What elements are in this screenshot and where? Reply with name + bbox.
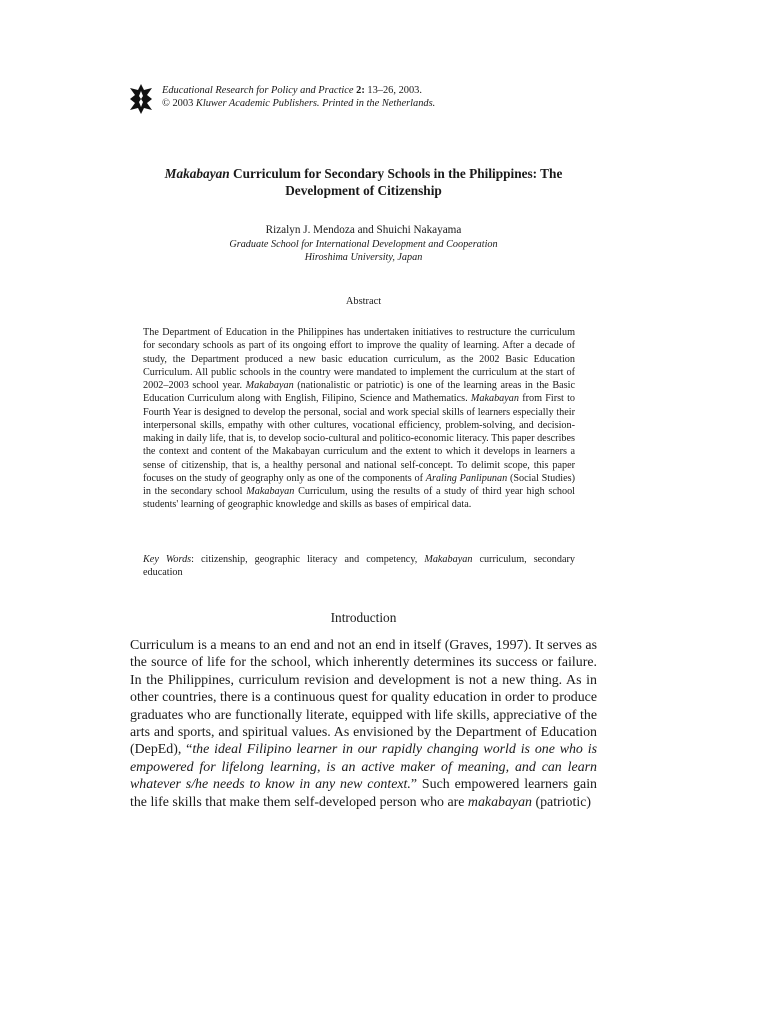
intro-text-2: ” Such empowered learners gain the life skills that make them self-developed person who are (130, 777, 597, 810)
title-italic-word: Makabayan (164, 166, 230, 181)
affiliation-line-1: Graduate School for International Development and Cooperation (229, 239, 498, 250)
keywords-label: Key Words (143, 554, 192, 565)
abstract-body (143, 326, 575, 512)
author-names: Rizalyn J. Mendoza and Shuichi Nakayama (265, 224, 462, 236)
abstract-makabayan-1: Makabayan (245, 380, 294, 391)
journal-name: Educational Research for Policy and Practice (162, 85, 354, 96)
abstract-text-4: (Social Studies) in the secondary school (143, 472, 576, 497)
journal-header (162, 84, 435, 110)
journal-line-1 (162, 84, 435, 97)
journal-pages-year: 13–26, 2003. (367, 85, 422, 96)
publisher-name: Kluwer Academic Publishers. Printed in the Netherlands. (195, 98, 436, 109)
keywords-part-2: curriculum, secondary education (143, 554, 575, 579)
paper-title (130, 165, 597, 199)
keywords-makabayan: Makabayan (424, 554, 473, 565)
abstract-text-3: from First to Fourth Year is designed to develop the personal, social and work special skills of learners especially their interpersonal skills, empathy with other cultures, vocational efficiency, problem-solving, and decision-making in daily life, that is, to develop socio-cultural and politico-economic literacy. This paper describes the context and content of the Makabayan curriculum and the extent to which it develops in learners a sense of citizenship, that is, a healthy personal and national self-concept. To delimit scope, this paper focuses on the study of geography only as one of the components of (143, 393, 576, 484)
journal-volume: 2: (356, 85, 365, 96)
intro-quote: the ideal Filipino learner in our rapidly changing world is one who is empowered for lifelong learning, is an active maker of meaning, and can learn whatever s/he needs to know in any new context. (130, 742, 597, 793)
abstract-text-1: The Department of Education in the Philippines has undertaken initiatives to restructure the curriculum for secondary schools as part of its ongoing effort to improve the quality of learning. After a decade of study, the Department produced a new basic education curriculum, as the 2002 Basic Education Curriculum. All public schools in the country were mandated to implement the curriculum at the start of 2002–2003 school year. (143, 327, 575, 391)
intro-text-1: Curriculum is a means to an end and not an end in itself (Graves, 1997). It serves as the source of life for the school, which inherently determines its success or failure. In the Philippines, curriculum revision and development is not a new thing. As in other countries, there is a continuous quest for quality education in order to produce graduates who are functionally literate, equipped with life skills, appreciative of the arts and sports, and spiritual values. As envisioned by the Department of Education (DepEd), “ (130, 638, 597, 758)
publisher-logo-icon (130, 84, 152, 114)
keywords-part-1: : citizenship, geographic literacy and competency, (191, 554, 418, 565)
abstract-makabayan-3: Makabayan (246, 486, 295, 497)
abstract-araling: Araling Panlipunan (425, 472, 508, 484)
affiliation-line-2: Hiroshima University, Japan (304, 252, 423, 263)
abstract-text-5: Curriculum, using the results of a study of third year high school students' learning of geographic knowledge and skills as bases of empirical data. (143, 486, 576, 511)
journal-line-2 (162, 97, 435, 110)
introduction-body (130, 637, 597, 811)
intro-text-3: (patriotic) (535, 794, 591, 810)
abstract-heading: Abstract (345, 296, 382, 307)
abstract-text-2: (nationalistic or patriotic) is one of the learning areas in the Basic Education Curriculum along with English, Filipino, Science and Mathematics. (143, 380, 576, 405)
abstract-makabayan-2: Makabayan (470, 393, 519, 405)
title-rest: Curriculum for Secondary Schools in the Philippines: The Development of Citizenship (232, 166, 563, 198)
introduction-heading: Introduction (330, 610, 397, 625)
keywords (143, 553, 575, 580)
copyright-year: © 2003 (162, 98, 194, 109)
intro-makabayan: makabayan (467, 794, 532, 810)
